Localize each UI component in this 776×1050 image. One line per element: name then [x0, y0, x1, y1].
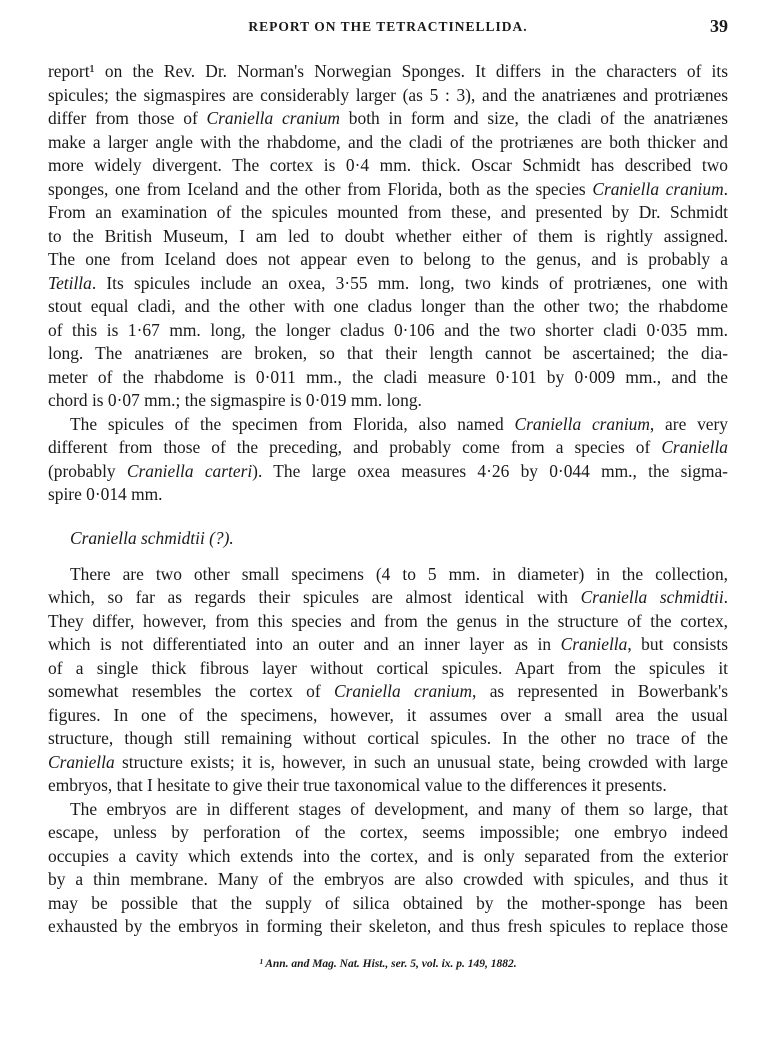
running-title: REPORT ON THE TETRACTINELLIDA.	[248, 19, 528, 34]
text-line: chord is 0·07 mm.; the sigmaspire is 0·019 mm. long.	[48, 390, 422, 410]
text-line: different from those of the preceding, and probably come from a species of Craniella	[48, 437, 728, 457]
text-line: make a larger angle with the rhabdome, and the cladi of the protriænes are both thicker and	[48, 131, 728, 152]
text-line: meter of the rhabdome is 0·011 mm., the cladi measure 0·101 by 0·009 mm., and the	[48, 366, 728, 387]
text-line: differ from those of Craniella cranium both in form and size, the cladi of the anatriænes	[48, 108, 728, 128]
text-line: stout equal cladi, and the other with one cladus longer than the other two; the rhabdome	[48, 296, 728, 316]
body-text	[48, 60, 728, 939]
text-line: From an examination of the spicules mounted from these, and presented by Dr. Schmidt	[48, 202, 728, 222]
paragraph	[48, 413, 728, 507]
text-line: more widely divergent. The cortex is 0·4 mm. thick. Oscar Schmidt has described two	[48, 155, 728, 175]
text-line: They differ, however, from this species and from the genus in the structure of the cortex,	[48, 610, 728, 631]
text-line: (probably Craniella carteri). The large oxea measures 4·26 by 0·044 mm., the sigma-	[48, 460, 728, 481]
text-line: spire 0·014 mm.	[48, 484, 163, 504]
text-line: occupies a cavity which extends into the cortex, and is only separated from the exterior	[48, 845, 728, 866]
footnote: ¹ Ann. and Mag. Nat. Hist., ser. 5, vol. ix. p. 149, 1882.	[259, 958, 517, 970]
paragraph	[48, 60, 728, 413]
text-line: which, so far as regards their spicules are almost identical with Craniella schmidtii.	[48, 587, 728, 607]
page-number: 39	[710, 16, 728, 36]
text-line: exhausted by the embryos in forming their skeleton, and thus fresh spicules to replace those	[48, 916, 728, 936]
section-heading: Craniella schmidtii (?).	[70, 527, 234, 548]
text-line: of a single thick fibrous layer without cortical spicules. Apart from the spicules it	[48, 657, 728, 678]
text-line: structure, though still remaining without cortical spicules. In the other no trace of the	[48, 728, 728, 748]
text-line: escape, unless by perforation of the cortex, seems impossible; one embryo indeed	[48, 822, 728, 842]
page-header	[48, 16, 728, 38]
text-line: long. The anatriænes are broken, so that their length cannot be ascertained; the dia-	[48, 343, 728, 363]
text-line: There are two other small specimens (4 to 5 mm. in diameter) in the collection,	[70, 563, 728, 584]
text-line: Tetilla. Its spicules include an oxea, 3·55 mm. long, two kinds of protriænes, one with	[48, 272, 728, 293]
text-line: The embryos are in different stages of development, and many of them so large, that	[70, 798, 728, 819]
text-line: Craniella structure exists; it is, however, in such an unusual state, being crowded with large	[48, 751, 728, 772]
text-line: The one from Iceland does not appear even to belong to the genus, and is probably a	[48, 249, 728, 269]
text-line: may be possible that the supply of silica obtained by the mother-sponge has been	[48, 892, 728, 913]
paragraph	[48, 798, 728, 939]
text-line: by a thin membrane. Many of the embryos are also crowded with spicules, and thus it	[48, 869, 728, 889]
text-line: figures. In one of the specimens, however, it assumes over a small area the usual	[48, 704, 728, 725]
text-line: to the British Museum, I am led to doubt whether either of them is rightly assigned.	[48, 225, 728, 246]
text-line: report¹ on the Rev. Dr. Norman's Norwegian Sponges. It differs in the characters of its	[48, 61, 728, 81]
text-line: which is not differentiated into an outer and an inner layer as in Craniella, but consists	[48, 634, 728, 654]
paragraph	[48, 563, 728, 798]
text-line: of this is 1·67 mm. long, the longer cladus 0·106 and the two shorter cladi 0·035 mm.	[48, 319, 728, 340]
text-line: somewhat resembles the cortex of Craniella cranium, as represented in Bowerbank's	[48, 681, 728, 701]
text-line: sponges, one from Iceland and the other from Florida, both as the species Craniella cranium.	[48, 178, 728, 199]
text-line: embryos, that I hesitate to give their true taxonomical value to the differences it presents.	[48, 775, 667, 795]
text-line: spicules; the sigmaspires are considerably larger (as 5 : 3), and the anatriænes and protriænes	[48, 84, 728, 105]
text-line: The spicules of the specimen from Florida, also named Craniella cranium, are very	[70, 413, 728, 434]
